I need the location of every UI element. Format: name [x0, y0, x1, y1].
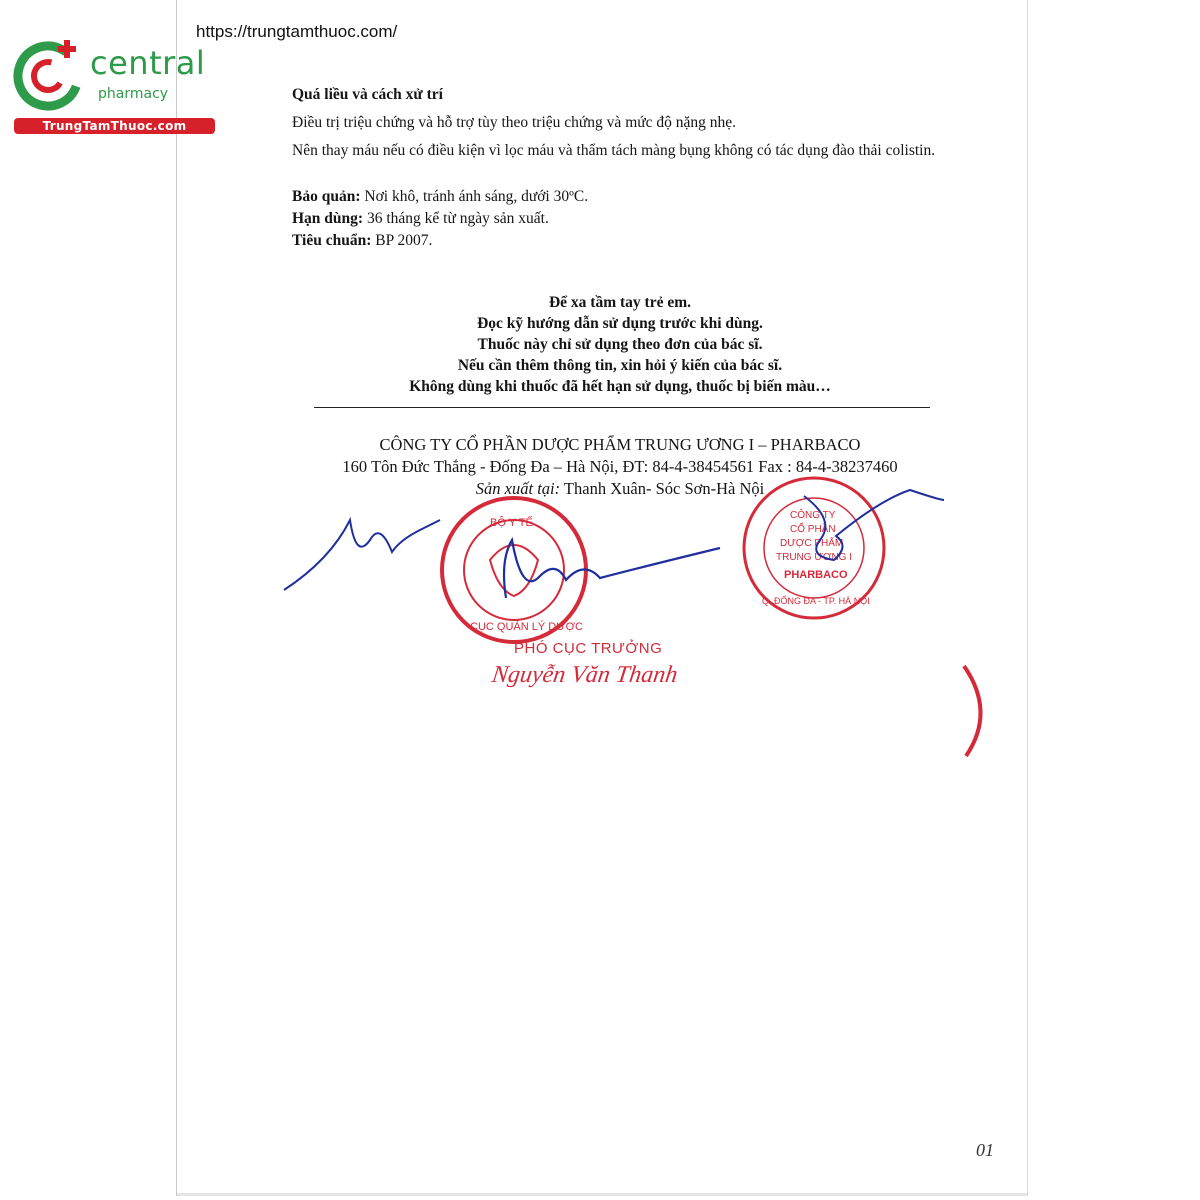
- company-stamp-ring: Q. ĐỐNG ĐA - TP. HÀ NỘI: [762, 596, 870, 606]
- company-address: 160 Tôn Đức Thắng - Đống Đa – Hà Nội, ĐT: 84-4-38454561 Fax : 84-4-38237460: [342, 457, 898, 476]
- brand-subtitle: pharmacy: [98, 86, 169, 102]
- company-stamp-line: CỔ PHẦN: [790, 524, 836, 535]
- brand-name: central: [90, 44, 206, 82]
- divider: [314, 407, 930, 408]
- warning-line: Thuốc này chỉ sử dụng theo đơn của bác sĩ.: [477, 336, 763, 353]
- overdose-heading: Quá liều và cách xử trí: [292, 86, 443, 103]
- storage-row: [292, 188, 588, 206]
- company-block: [300, 434, 940, 500]
- warnings-block: [300, 292, 940, 397]
- manufacture-label: Sản xuất tại:: [475, 479, 561, 498]
- overdose-line-2: Nên thay máu nếu có điều kiện vì lọc máu và thẩm tách màng bụng không có tác dụng đào thải colistin.: [292, 142, 936, 159]
- central-pharmacy-logo-icon: [8, 36, 90, 118]
- signer-title: PHÓ CỤC TRƯỞNG: [514, 640, 663, 657]
- storage-label: Bảo quản:: [292, 188, 361, 205]
- warning-line: Nếu cần thêm thông tin, xin hỏi ý kiến của bác sĩ.: [457, 357, 783, 374]
- company-stamp-line: DƯỢC PHẨM: [780, 538, 844, 549]
- manufacture-value: Thanh Xuân- Sóc Sơn-Hà Nội: [560, 479, 765, 498]
- company-stamp-line: TRUNG ƯƠNG I: [776, 552, 853, 563]
- standard-value: BP 2007.: [371, 232, 433, 249]
- warning-line: Để xa tầm tay trẻ em.: [548, 294, 692, 311]
- company-stamp-line: CÔNG TY: [790, 510, 836, 521]
- expiry-label: Hạn dùng:: [292, 210, 364, 227]
- ministry-stamp-top: BỘ Y TẾ: [490, 517, 533, 529]
- storage-value: Nơi khô, tránh ánh sáng, dưới 30ºC.: [360, 188, 589, 205]
- standard-row: [292, 232, 432, 250]
- warning-line: Không dùng khi thuốc đã hết hạn sử dụng, thuốc bị biến màu…: [409, 378, 831, 395]
- company-name: CÔNG TY CỔ PHẦN DƯỢC PHẨM TRUNG ƯƠNG I – PHARBACO: [379, 435, 861, 454]
- brand-banner: TrungTamThuoc.com: [14, 118, 215, 134]
- expiry-row: [292, 210, 549, 228]
- company-stamp-brand: PHARBACO: [784, 569, 848, 581]
- manufacture-location: [300, 478, 940, 500]
- signer-name: Nguyễn Văn Thanh: [490, 662, 680, 688]
- document-page: [176, 0, 1028, 1196]
- expiry-value: 36 tháng kể từ ngày sản xuất.: [363, 210, 549, 227]
- page-mark: 01: [976, 1140, 994, 1160]
- watermark-url: https://trungtamthuoc.com/: [196, 22, 398, 41]
- standard-label: Tiêu chuẩn:: [292, 232, 372, 249]
- warning-line: Đọc kỹ hướng dẫn sử dụng trước khi dùng.: [477, 315, 763, 332]
- ministry-stamp-bottom: CỤC QUẢN LÝ DƯỢC: [470, 621, 583, 633]
- overdose-line-1: Điều trị triệu chứng và hỗ trợ tùy theo triệu chứng và mức độ nặng nhẹ.: [292, 114, 737, 131]
- brand-logo: [8, 36, 218, 136]
